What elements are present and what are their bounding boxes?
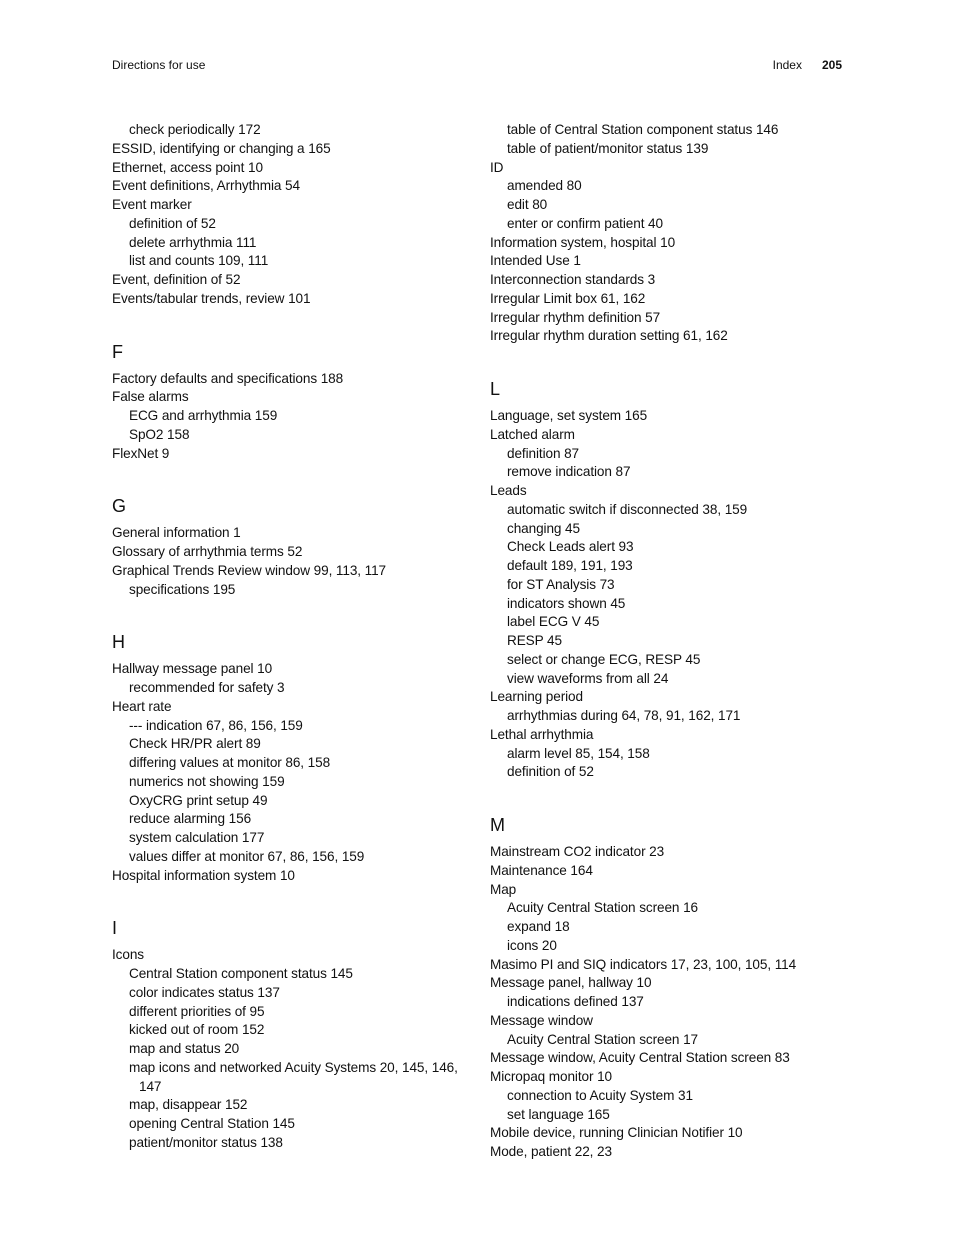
index-entry: Message panel, hallway 10 [490, 975, 652, 991]
index-subentry: definition 87 [507, 445, 580, 461]
index-subentry: system calculation 177 [129, 830, 265, 845]
index-subentry: values differ at monitor 67, 86, 156, 159 [129, 848, 365, 864]
index-subentry: Check Leads alert 93 [507, 539, 634, 555]
index-subentry: definition of 52 [129, 215, 216, 231]
page-number: 205 [821, 58, 842, 72]
index-subentry: select or change ECG, RESP 45 [507, 651, 701, 667]
index-subentry: alarm level 85, 154, 158 [507, 745, 650, 761]
index-entry: Glossary of arrhythmia terms 52 [112, 544, 303, 559]
index-letter-heading: G [112, 496, 127, 517]
index-subentry: default 189, 191, 193 [507, 558, 633, 573]
index-entry: Message window [490, 1012, 593, 1028]
index-subentry: kicked out of room 152 [129, 1022, 265, 1038]
index-entry: Events/tabular trends, review 101 [112, 290, 311, 306]
index-column-left [112, 121, 472, 1153]
index-entry: Intended Use 1 [490, 253, 581, 269]
index-subentry: changing 45 [507, 520, 580, 536]
index-subentry: indicators shown 45 [507, 595, 626, 611]
index-subentry: map icons and networked Acuity Systems 20, 145, 146, [129, 1059, 458, 1075]
index-entry: Icons [112, 947, 144, 963]
index-entry: False alarms [112, 389, 189, 405]
index-subentry: delete arrhythmia 111 [129, 234, 257, 250]
index-entry: Mode, patient 22, 23 [490, 1144, 612, 1159]
index-subentry: Check HR/PR alert 89 [129, 736, 261, 752]
index-subentry: set language 165 [507, 1106, 610, 1122]
index-subentry: edit 80 [507, 197, 548, 212]
index-subentry: definition of 52 [507, 764, 594, 780]
index-subentry: RESP 45 [507, 633, 562, 648]
index-subentry: numerics not showing 159 [129, 773, 285, 789]
index-entry: ESSID, identifying or changing a 165 [112, 140, 331, 156]
index-subentry: differing values at monitor 86, 158 [129, 755, 331, 770]
index-entry: Language, set system 165 [490, 408, 648, 423]
index-subentry: SpO2 158 [129, 426, 190, 442]
index-entry: Map [490, 881, 517, 897]
index-entry: Heart rate [112, 698, 172, 714]
index-subentry: indications defined 137 [507, 994, 644, 1009]
index-subentry: Central Station component status 145 [129, 966, 353, 981]
index-entry: Masimo PI and SIQ indicators 17, 23, 100, 105, 114 [490, 956, 797, 972]
index-subentry: Acuity Central Station screen 16 [507, 900, 698, 916]
index-subentry: label ECG V 45 [507, 614, 600, 630]
page-header [112, 58, 842, 76]
index-letter-heading: M [490, 815, 505, 835]
index-subentry: amended 80 [507, 178, 582, 194]
index-subentry: map and status 20 [129, 1041, 240, 1056]
index-subentry: reduce alarming 156 [129, 811, 252, 827]
index-entry: Latched alarm [490, 426, 575, 442]
index-subentry: list and counts 109, 111 [129, 253, 269, 269]
header-right [773, 58, 842, 72]
index-subentry: color indicates status 137 [129, 984, 280, 1000]
index-subentry: --- indication 67, 86, 156, 159 [129, 717, 303, 733]
index-column-right [490, 121, 850, 1162]
index-subentry: check periodically 172 [129, 122, 261, 137]
index-entry: ID [490, 159, 504, 175]
index-subentry: enter or confirm patient 40 [507, 215, 663, 231]
document-title: Directions for use [112, 58, 206, 72]
index-letter-heading: F [112, 341, 123, 362]
index-entry: Mainstream CO2 indicator 23 [490, 844, 665, 859]
index-subentry: remove indication 87 [507, 464, 631, 480]
index-entry: Event, definition of 52 [112, 272, 241, 287]
index-subentry: view waveforms from all 24 [507, 670, 669, 686]
index-subentry: recommended for safety 3 [129, 680, 285, 695]
index-entry: Graphical Trends Review window 99, 113, 117 [112, 562, 387, 578]
index-entry: Event marker [112, 197, 192, 212]
index-subentry: icons 20 [507, 937, 557, 953]
index-entry: Interconnection standards 3 [490, 272, 656, 287]
index-subentry: expand 18 [507, 919, 570, 934]
index-subentry: OxyCRG print setup 49 [129, 792, 268, 808]
index-entry: Event definitions, Arrhythmia 54 [112, 178, 300, 194]
index-entry: Irregular rhythm definition 57 [490, 309, 661, 325]
index-letter-heading: L [490, 379, 501, 399]
index-subentry: opening Central Station 145 [129, 1116, 295, 1131]
index-entry: Maintenance 164 [490, 862, 593, 878]
index-entry: Mobile device, running Clinician Notifier 10 [490, 1125, 743, 1141]
index-entry: Learning period [490, 689, 583, 705]
index-subentry: different priorities of 95 [129, 1003, 265, 1019]
index-subentry: map, disappear 152 [129, 1097, 248, 1113]
index-entry: Irregular rhythm duration setting 61, 162 [490, 328, 728, 344]
index-entry: Factory defaults and specifications 188 [112, 370, 344, 386]
index-subentry: arrhythmias during 64, 78, 91, 162, 171 [507, 708, 741, 723]
index-subentry: patient/monitor status 138 [129, 1134, 283, 1150]
index-entry: Irregular Limit box 61, 162 [490, 290, 646, 306]
section-name: Index [772, 58, 802, 72]
index-entry: Leads [490, 483, 527, 498]
index-subentry: table of patient/monitor status 139 [507, 140, 709, 156]
index-letter-heading: H [112, 632, 125, 653]
index-entry: Lethal arrhythmia [490, 726, 594, 742]
index-subentry: connection to Acuity System 31 [507, 1087, 693, 1103]
index-entry: Hallway message panel 10 [112, 661, 273, 677]
index-letter-heading: I [112, 918, 118, 939]
index-subentry: automatic switch if disconnected 38, 159 [507, 501, 748, 517]
index-subentry: table of Central Station component status 146 [507, 122, 779, 137]
index-entry: Micropaq monitor 10 [490, 1069, 613, 1084]
index-subentry: ECG and arrhythmia 159 [129, 408, 278, 423]
index-continuation: 147 [139, 1078, 162, 1094]
index-subentry: for ST Analysis 73 [507, 576, 615, 592]
index-entry: Ethernet, access point 10 [112, 159, 263, 175]
index-entry: Information system, hospital 10 [490, 234, 676, 250]
index-subentry: specifications 195 [129, 581, 236, 597]
index-entry: FlexNet 9 [112, 445, 170, 461]
index-subentry: Acuity Central Station screen 17 [507, 1031, 698, 1047]
index-entry: Message window, Acuity Central Station screen 83 [490, 1050, 790, 1066]
index-entry: Hospital information system 10 [112, 867, 295, 883]
index-entry: General information 1 [112, 525, 241, 541]
